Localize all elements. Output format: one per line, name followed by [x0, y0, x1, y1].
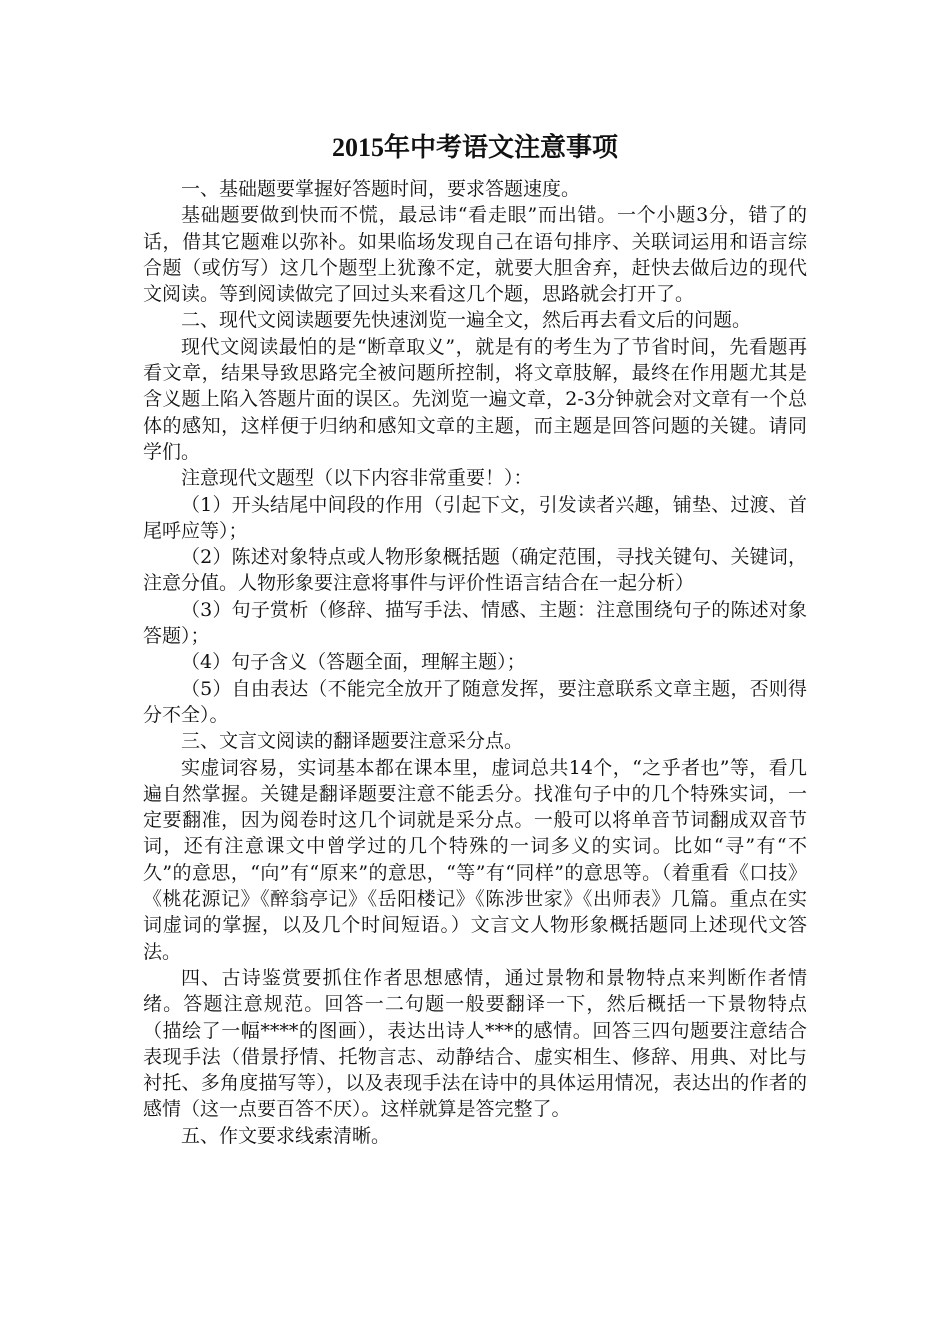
paragraph-basic-questions: 基础题要做到快而不慌，最忌讳“看走眼”而出错。一个小题3分，错了的话，借其它题难以弥补。如果临场发现自己在语句排序、关联词运用和语言综合题（或仿写）这几个题型上犹豫不定，就要大胆舍弃，赶快去做后边的现代文阅读。等到阅读做完了回过头来看这几个题，思路就会打开了。	[143, 204, 807, 306]
paragraph-section-4-poetry: 四、古诗鉴赏要抓住作者思想感情，通过景物和景物特点来判断作者情绪。答题注意规范。回答一二句题一般要翻译一下，然后概括一下景物特点（描绘了一幅****的图画），表达出诗人***的感情。回答三四句题要注意结合表现手法（借景抒情、托物言志、动静结合、虚实相生、修辞、用典、对比与衬托、多角度描写等），以及表现手法在诗中的具体运用情况，表达出的作者的感情（这一点要百答不厌）。这样就算是答完整了。	[143, 966, 807, 1121]
paragraph-question-type-5: （5）自由表达（不能完全放开了随意发挥，要注意联系文章主题，否则得分不全）。	[143, 677, 807, 726]
paragraph-question-type-3: （3）句子赏析（修辞、描写手法、情感、主题：注意围绕句子的陈述对象答题）；	[143, 598, 807, 648]
paragraph-modern-reading: 现代文阅读最怕的是“断章取义”，就是有的考生为了节省时间，先看题再看文章，结果导致思路完全被问题所控制，将文章肢解，最终在作用题尤其是含义题上陷入答题片面的误区。先浏览一遍文章，2-3分钟就会对文章有一个总体的感知，这样便于归纳和感知文章的主题，而主题是回答问题的关键。请同学们。	[143, 335, 807, 463]
paragraph-question-type-2: （2）陈述对象特点或人物形象概括题（确定范围，寻找关键句、关键词，注意分值。人物形象要注意将事件与评价性语言结合在一起分析）	[143, 546, 807, 595]
paragraph-section-2-heading: 二、现代文阅读题要先快速浏览一遍全文，然后再去看文后的问题。	[181, 309, 752, 332]
paragraph-section-5-heading: 五、作文要求线索清晰。	[181, 1124, 391, 1147]
paragraph-question-type-1: （1）开头结尾中间段的作用（引起下文，引发读者兴趣，铺垫、过渡、首尾呼应等）；	[143, 493, 807, 542]
paragraph-classical-chinese: 实虚词容易，实词基本都在课本里，虚词总共14个，“之乎者也”等，看几遍自然掌握。关键是翻译题要注意不能丢分。找准句子中的几个特殊实词，一定要翻准，因为阅卷时这几个词就是采分点。一般可以将单音节词翻成双音节词，还有注意课文中曾学过的几个特殊的一词多义的实词。比如“寻”有“不久”的意思，“向”有“原来”的意思，“等”有“同样”的意思等。（着重看《口技》《桃花源记》《醉翁亭记》《岳阳楼记》《陈涉世家》《出师表》几篇。重点在实词虚词的掌握，以及几个时间短语。）文言文人物形象概括题同上述现代文答法。	[143, 756, 807, 963]
paragraph-question-types-intro: 注意现代文题型（以下内容非常重要！）：	[181, 467, 533, 490]
document-title: 2015年中考语文注意事项	[331, 133, 618, 162]
paragraph-section-1-heading: 一、基础题要掌握好答题时间，要求答题速度。	[181, 178, 581, 200]
paragraph-question-type-4: （4）句子含义（答题全面，理解主题）；	[181, 651, 526, 674]
document-page	[143, 128, 807, 1149]
paragraph-section-3-heading: 三、文言文阅读的翻译题要注意采分点。	[181, 730, 524, 753]
